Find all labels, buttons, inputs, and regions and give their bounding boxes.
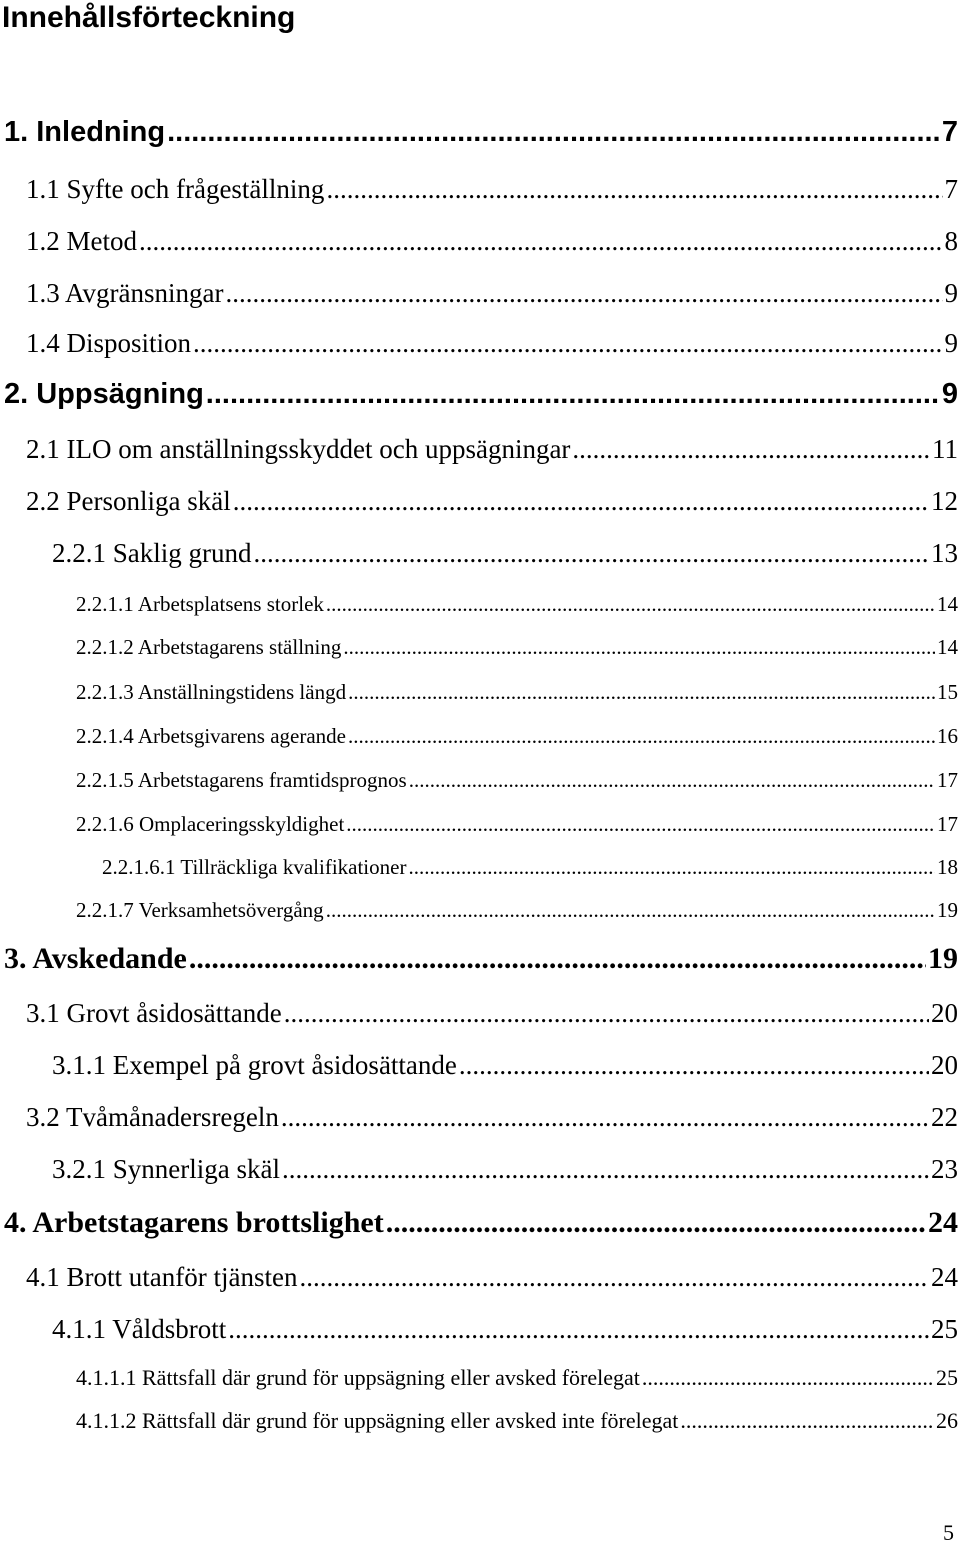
toc-entry[interactable] — [52, 538, 958, 569]
toc-entry-page: 15 — [937, 680, 958, 704]
toc-entry-page: 20 — [931, 1050, 958, 1080]
toc-leader — [254, 538, 930, 569]
toc-leader — [299, 1262, 929, 1293]
toc-entry-label: 1.2 Metod — [26, 226, 137, 256]
toc-entry-label: 2.2.1.1 Arbetsplatsens storlek — [76, 592, 324, 616]
toc-entry-page: 17 — [937, 812, 958, 836]
toc-entry[interactable] — [76, 635, 958, 660]
toc-entry[interactable] — [76, 898, 958, 923]
toc-leader — [326, 592, 935, 617]
toc-entry[interactable] — [26, 174, 958, 205]
toc-entry-page: 7 — [944, 174, 958, 204]
toc-entry-label: 3. Avskedande — [4, 942, 187, 975]
toc-leader — [284, 998, 929, 1029]
toc-entry[interactable] — [76, 768, 958, 793]
toc-entry[interactable] — [4, 378, 958, 411]
toc-entry[interactable] — [52, 1154, 958, 1185]
toc-entry[interactable] — [76, 812, 958, 837]
toc-entry-label: 2.2.1.5 Arbetstagarens framtidsprognos — [76, 768, 407, 792]
toc-leader — [642, 1365, 934, 1391]
toc-entry-label: 3.2 Tvåmånadersregeln — [26, 1102, 279, 1132]
toc-leader — [343, 635, 935, 660]
toc-entry[interactable] — [26, 1102, 958, 1133]
toc-entry-label: 2.2.1 Saklig grund — [52, 538, 252, 568]
toc-entry-label: 2.2.1.6 Omplaceringsskyldighet — [76, 812, 345, 836]
toc-leader — [459, 1050, 929, 1081]
toc-leader — [206, 378, 940, 411]
toc-leader — [326, 174, 942, 205]
toc-leader — [572, 434, 930, 465]
toc-leader — [189, 942, 926, 976]
toc-leader — [346, 812, 935, 837]
toc-entry-page: 23 — [931, 1154, 958, 1184]
toc-entry-label: 1. Inledning — [4, 116, 166, 148]
toc-entry-label: 2. Uppsägning — [4, 378, 204, 410]
toc-entry-label: 2.2.1.7 Verksamhetsövergång — [76, 898, 324, 922]
toc-entry-page: 9 — [941, 378, 958, 410]
toc-entry[interactable] — [26, 328, 958, 359]
toc-entry-label: 2.1 ILO om anställningsskyddet och uppsägningar — [26, 434, 571, 464]
toc-leader — [228, 1314, 929, 1345]
toc-leader — [167, 116, 940, 149]
page-title: Innehållsförteckning — [2, 1, 296, 34]
toc-entry[interactable] — [52, 1314, 958, 1345]
toc-entry-label: 4.1.1.2 Rättsfall där grund för uppsägning eller avsked inte förelegat — [76, 1408, 679, 1433]
toc-entry-label: 4.1.1 Våldsbrott — [52, 1314, 227, 1344]
toc-leader — [193, 328, 942, 359]
page-number: 5 — [943, 1520, 954, 1545]
toc-entry[interactable] — [26, 226, 958, 257]
toc-entry-page: 24 — [931, 1262, 958, 1292]
toc-leader — [233, 486, 929, 517]
toc-entry[interactable] — [76, 1365, 958, 1391]
toc-entry[interactable] — [76, 592, 958, 617]
toc-leader — [348, 724, 935, 749]
toc-entry-label: 2.2.1.4 Arbetsgivarens agerande — [76, 724, 346, 748]
toc-entry[interactable] — [26, 1262, 958, 1293]
toc-entry-label: 3.1 Grovt åsidosättande — [26, 998, 282, 1028]
toc-entry-label: 4.1 Brott utanför tjänsten — [26, 1262, 298, 1292]
toc-entry-label: 2.2.1.2 Arbetstagarens ställning — [76, 635, 342, 659]
toc-entry-label: 4. Arbetstagarens brottslighet — [4, 1206, 384, 1239]
toc-entry-label: 2.2.1.3 Anställningstidens längd — [76, 680, 347, 704]
toc-entry-page: 17 — [937, 768, 958, 792]
toc-entry-page: 9 — [944, 278, 958, 308]
toc-entry-page: 16 — [937, 724, 958, 748]
toc-entry[interactable] — [26, 486, 958, 517]
toc-entry[interactable] — [76, 680, 958, 705]
toc-entry-page: 14 — [937, 592, 958, 616]
toc-leader — [326, 898, 935, 923]
toc-entry-page: 19 — [937, 898, 958, 922]
toc-entry-page: 24 — [928, 1206, 958, 1239]
toc-entry-page: 13 — [931, 538, 958, 568]
toc-entry[interactable] — [26, 434, 958, 465]
toc-leader — [281, 1102, 929, 1133]
toc-leader — [282, 1154, 929, 1185]
toc-leader — [348, 680, 935, 705]
toc-entry[interactable] — [26, 998, 958, 1029]
toc-leader — [680, 1408, 934, 1434]
toc-leader — [386, 1206, 926, 1240]
toc-entry[interactable] — [26, 278, 958, 309]
toc-entry-label: 3.1.1 Exempel på grovt åsidosättande — [52, 1050, 457, 1080]
toc-leader — [225, 278, 942, 309]
toc-entry-page: 14 — [937, 635, 958, 659]
toc-entry[interactable] — [4, 116, 958, 149]
toc-entry[interactable] — [76, 1408, 958, 1434]
toc-entry[interactable] — [102, 855, 958, 880]
toc-entry-page: 9 — [944, 328, 958, 358]
toc-entry-page: 8 — [944, 226, 958, 256]
toc-entry-label: 2.2.1.6.1 Tillräckliga kvalifikationer — [102, 855, 407, 879]
toc-entry-page: 25 — [931, 1314, 958, 1344]
toc-entry-page: 25 — [936, 1365, 958, 1390]
toc-entry-label: 3.2.1 Synnerliga skäl — [52, 1154, 280, 1184]
toc-entry-page: 7 — [941, 116, 958, 148]
toc-entry-label: 2.2 Personliga skäl — [26, 486, 231, 516]
toc-entry-page: 22 — [931, 1102, 958, 1132]
toc-entry-page: 11 — [932, 434, 958, 464]
toc-entry-label: 1.1 Syfte och frågeställning — [26, 174, 325, 204]
toc-leader — [408, 855, 935, 880]
toc-entry-page: 12 — [931, 486, 958, 516]
toc-leader — [139, 226, 943, 257]
toc-entry-label: 1.3 Avgränsningar — [26, 278, 224, 308]
toc-entry-page: 20 — [931, 998, 958, 1028]
toc-entry-label: 1.4 Disposition — [26, 328, 192, 358]
toc-entry-page: 19 — [928, 942, 958, 975]
toc-leader — [409, 768, 935, 793]
toc-entry-page: 18 — [937, 855, 958, 879]
toc-entry[interactable] — [4, 942, 958, 976]
toc-entry-label: 4.1.1.1 Rättsfall där grund för uppsägning eller avsked förelegat — [76, 1365, 640, 1390]
toc-entry[interactable] — [76, 724, 958, 749]
toc-entry[interactable] — [4, 1206, 958, 1240]
toc-entry[interactable] — [52, 1050, 958, 1081]
toc-entry-page: 26 — [936, 1408, 958, 1433]
